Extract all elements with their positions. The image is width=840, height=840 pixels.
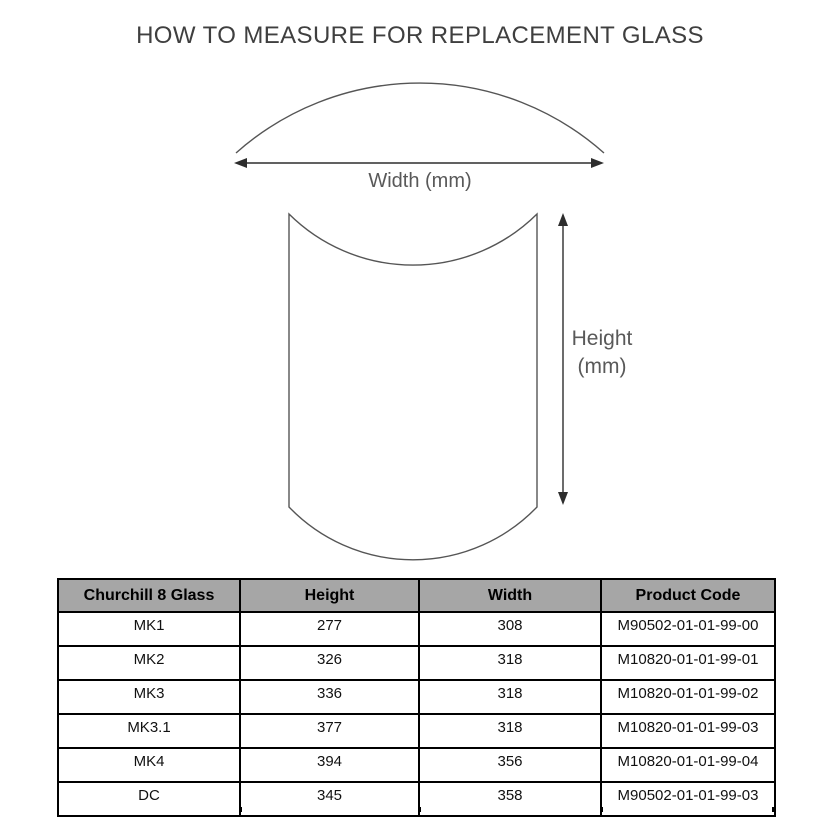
cell-height: 345: [240, 782, 419, 816]
arrow-down-icon: [558, 492, 568, 505]
col-header-width: Width: [419, 579, 601, 612]
cell-product-code: M90502-01-01-99-00: [601, 612, 775, 646]
cell-product-code: M10820-01-01-99-04: [601, 748, 775, 782]
cell-width: 318: [419, 680, 601, 714]
height-dimension-label: [540, 325, 664, 381]
glass-front-outline: [289, 214, 537, 560]
cell-height: 326: [240, 646, 419, 680]
cell-product-code: M10820-01-01-99-02: [601, 680, 775, 714]
col-header-model: Churchill 8 Glass: [58, 579, 240, 612]
height-label-line2: (mm): [577, 355, 627, 378]
page-title: HOW TO MEASURE FOR REPLACEMENT GLASS: [136, 22, 704, 49]
cell-model: DC: [58, 782, 240, 816]
cell-height: 336: [240, 680, 419, 714]
cell-height: 394: [240, 748, 419, 782]
height-label-line1: Height: [571, 327, 633, 350]
cell-width: 318: [419, 646, 601, 680]
col-header-height: Height: [240, 579, 419, 612]
cell-width: 358: [419, 782, 601, 816]
cell-width: 318: [419, 714, 601, 748]
cell-model: MK3: [58, 680, 240, 714]
stub-border: [419, 807, 601, 812]
cell-height: 277: [240, 612, 419, 646]
cell-model: MK1: [58, 612, 240, 646]
table-cutoff-row-stub: [57, 807, 774, 812]
cell-model: MK3.1: [58, 714, 240, 748]
table-row: [58, 748, 775, 782]
cell-width: 356: [419, 748, 601, 782]
stub-border: [601, 807, 772, 812]
table-row: [58, 680, 775, 714]
glass-top-view-arc: [236, 83, 604, 153]
table-row: [58, 612, 775, 646]
arrow-right-icon: [591, 158, 604, 168]
col-header-product-code: Product Code: [601, 579, 775, 612]
cell-product-code: M90502-01-01-99-03: [601, 782, 775, 816]
arrow-left-icon: [234, 158, 247, 168]
arrow-up-icon: [558, 213, 568, 226]
cell-product-code: M10820-01-01-99-01: [601, 646, 775, 680]
stub-border: [240, 807, 419, 812]
cell-product-code: M10820-01-01-99-03: [601, 714, 775, 748]
table-row: [58, 646, 775, 680]
table-header-row: [58, 579, 775, 612]
width-dimension-label: Width (mm): [368, 170, 472, 192]
cell-width: 308: [419, 612, 601, 646]
cell-model: MK2: [58, 646, 240, 680]
width-arrow: [234, 158, 604, 168]
table-row: [58, 714, 775, 748]
cell-height: 377: [240, 714, 419, 748]
cell-model: MK4: [58, 748, 240, 782]
stub-border: [57, 807, 240, 812]
glass-spec-table: [57, 578, 776, 817]
